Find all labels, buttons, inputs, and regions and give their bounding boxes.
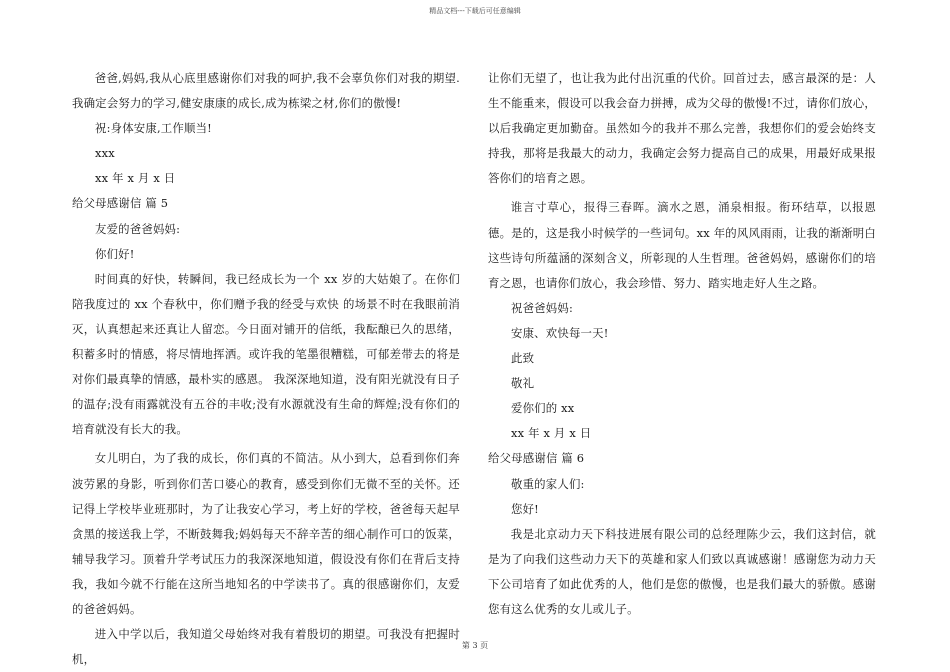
closing-jingli: 敬礼 xyxy=(511,376,535,391)
paragraph: 爸爸,妈妈,我从心底里感谢你们对我的呵护,我不会辜负你们对我的期望.我确定会努力的学习,健安康康的成长,成为栋梁之材,你们的傲慢! xyxy=(72,71,460,111)
left-column xyxy=(72,66,460,672)
closing-wish-line: 安康、欢快每一天! xyxy=(511,325,609,340)
letter-date: xx 年 x 月 x 日 xyxy=(511,426,592,441)
page-header: 精品文档---下载后可任意编辑 xyxy=(429,7,521,15)
signature: 爱你们的 xx xyxy=(511,401,575,416)
paragraph: 进入中学以后，我知道父母始终对我有着殷切的期望。可我没有把握时机， xyxy=(72,627,460,667)
salutation: 友爱的爸爸妈妈: xyxy=(95,221,181,236)
page-number: 第 3 页 xyxy=(461,641,489,650)
closing-zhici: 此致 xyxy=(511,351,535,366)
letter-date: xx 年 x 月 x 日 xyxy=(95,171,176,186)
closing-wish: 祝爸爸妈妈: xyxy=(511,300,573,315)
greeting: 您好! xyxy=(511,501,539,516)
paragraph: 时间真的好快，转瞬间，我已经成长为一个 xx 岁的大姑娘了。在你们陪我度过的 xx 个春秋中，你们赠予我的经受与欢快 的场景不时在我眼前消灭，认真想起来还真让人留恋。今日面对铺开的信纸，我酝酿已久的思绪，积蓄多时的情感，将尽情地挥洒。或许我的笔墨很糟糕，可郁差带去的将是对你们最真挚的情感，最朴实的感恩。 我深深地知道，没有阳光就没有日子的温存;没有雨露就没有五谷的丰收;没有水源就没有生命的辉煌;没有你们的培育就没有长大的我。 xyxy=(72,271,460,437)
right-column xyxy=(488,66,876,622)
section-title: 给父母感谢信 篇 5 xyxy=(72,196,169,211)
paragraph: 让你们无望了，也让我为此付出沉重的代价。回首过去，感言最深的是：人生不能重来，假设可以我会奋力拼搏，成为父母的傲慢!不过，请你们放心，以后我确定更加勤奋。虽然如今的我并不那么完善，我想你们的爱会始终支持我，那将是我最大的动力，我确定会努力提高自己的成果，用最好成果报答你们的培育之恩。 xyxy=(488,71,876,186)
paragraph: 谁言寸草心，报得三春晖。滴水之恩，涌泉相报。衔环结草，以报恩德。是的，这是我小时候学的一些词句。xx 年的风风雨雨，让我的渐渐明白这些诗句所蕴涵的深刻含义，所彰现的人生哲理。爸爸妈妈，感谢你们的培育之恩，也请你们放心，我会珍惜、努力、踏实地走好人生之路。 xyxy=(488,200,876,290)
salutation: 敬重的家人们: xyxy=(511,476,585,491)
greeting: 你们好! xyxy=(95,246,135,261)
paragraph: 我是北京动力天下科技进展有限公司的总经理陈少云，我们这封信，就是为了向我们这些动力天下的英雄和家人们致以真诚感谢！感谢您为动力天下公司培育了如此优秀的人，他们是您的傲慢，也是我们最大的骄傲。感谢您有这么优秀的女儿或儿子。 xyxy=(488,526,876,616)
paragraph: 女儿明白，为了我的成长，你们真的不简洁。从小到大，总看到你们奔波劳累的身影，听到你们苦口婆心的教育，感受到你们无微不至的关怀。还记得上学校毕业班那时，为了让我安心学习，考上好的学校，爸爸每天起早贪黑的接送我上学，不断鼓舞我;妈妈每天不辞辛苦的细心制作可口的饭菜，辅导我学习。顶着升学考试压力的我深深地知道，假设没有你们在背后支持我，我如今就不行能在这所当地知名的中学读书了。真的很感谢你们，友爱的爸爸妈妈。 xyxy=(72,451,460,616)
section-title: 给父母感谢信 篇 6 xyxy=(488,451,585,466)
closing-wish: 祝:身体安康,工作顺当! xyxy=(95,121,212,136)
signature: xxx xyxy=(95,146,115,161)
